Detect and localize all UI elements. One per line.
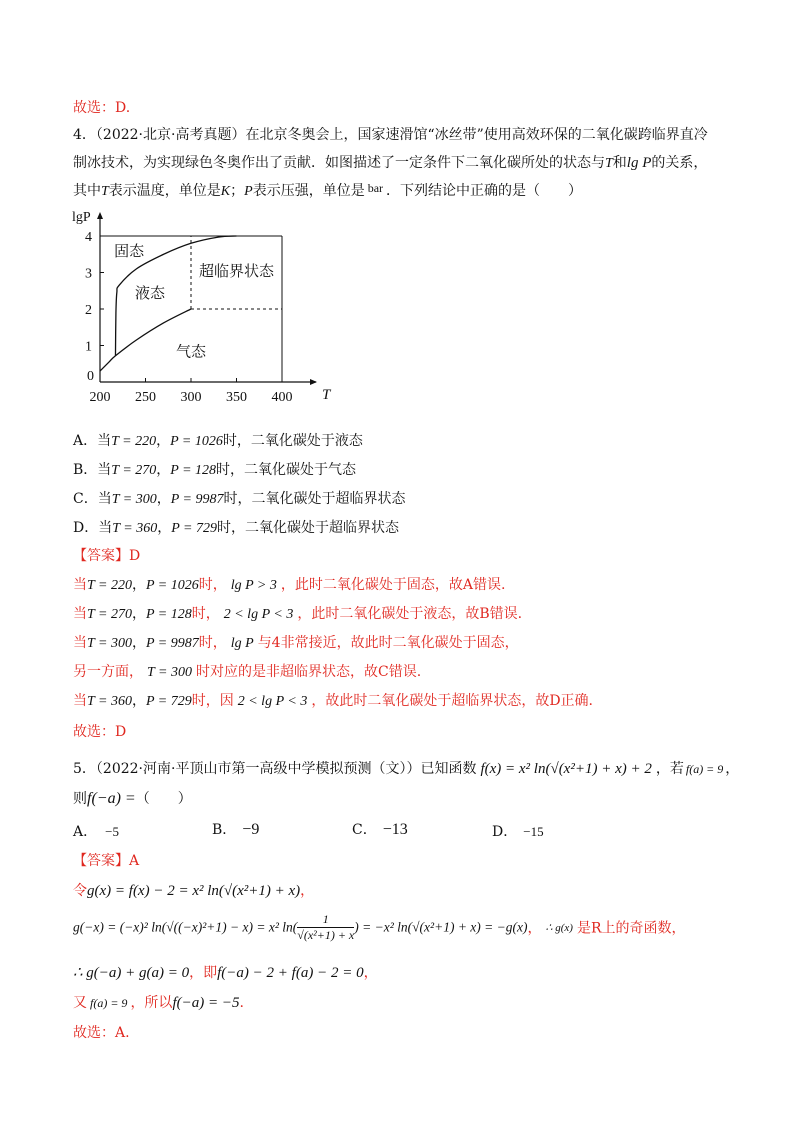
answer5-line4 [73, 992, 244, 1012]
a5-l3-math2: f(−a) − 2 + f(a) − 2 = 0 [217, 965, 364, 981]
a5-l3-a: ，即 [189, 965, 218, 981]
option-b-text: 时，二氧化碳处于气态 [216, 462, 357, 478]
option-a-T: T = 220 [111, 434, 157, 449]
a4-l1-P: P = 1026 [145, 578, 199, 593]
option-b-letter: B．当 [73, 462, 112, 478]
q4-line1 [73, 124, 708, 144]
region-label-4: 气态 [175, 342, 207, 361]
y-tick-label-3: 3 [85, 266, 92, 282]
q5-c-value: −13 [382, 821, 408, 838]
q4-text-2-end: 的关系， [651, 155, 708, 171]
a4-l3-b: 时， [198, 635, 227, 651]
region-label-3: 超临界状态 [198, 262, 275, 281]
q4-text-3a: 其中 [73, 183, 101, 199]
a5-l1-b: ， [300, 883, 315, 899]
q5-line1 [73, 758, 739, 778]
a5-l3-b: ， [363, 965, 378, 981]
y-axis-arrow [97, 212, 103, 219]
a5-l1-a: 令 [73, 883, 87, 899]
region-label-1: 固态 [114, 242, 145, 261]
q5-choice-d[interactable] [492, 821, 544, 841]
answer5-line1 [73, 880, 314, 900]
a5-l2-fraction [297, 912, 354, 943]
answer5-line3 [73, 962, 378, 982]
q4-text-3e: ．下列结论中正确的是（ ） [386, 183, 583, 199]
a4-l3-T: T = 300 [87, 636, 132, 651]
q4-text-1: 在北京冬奥会上，国家速滑馆“冰丝带”使用高效环保的二氧化碳跨临界直冷 [245, 127, 708, 143]
y-axis-label: lgP [72, 210, 91, 225]
q5-text: 已知函数 [420, 761, 477, 777]
a5-l2-denominator: √(x²+1) + x [297, 928, 355, 942]
q5-b-letter: B． [212, 822, 237, 838]
a4-l4-c: 时对应的是非超临界状态，故C错误. [195, 664, 422, 680]
q4-var-T: T [605, 156, 613, 171]
x-tick-label-300: 300 [180, 390, 202, 405]
answer4-line3: 当T = 300，P = 9987时， lg P 与4非常接近，故此时二氧化碳处于固态， [73, 635, 519, 651]
x-tick-label-400: 400 [271, 390, 293, 405]
a4-l1-T: T = 220 [87, 578, 132, 593]
option-c-T: T = 300 [111, 492, 157, 507]
a4-l1-a: 当 [73, 577, 87, 593]
a5-l3-math: ∴ g(−a) + g(a) = 0 [73, 965, 190, 981]
a5-l2-therefore: ∴ g(x) [545, 922, 573, 934]
y-tick-label-1: 1 [85, 339, 92, 355]
a4-l3-math: lg P [230, 636, 254, 651]
region-label-2: 液态 [135, 284, 166, 303]
a4-l4-math: T = 300 [147, 665, 192, 680]
a5-l2-math2: ) = −x² ln(√(x²+1) + x) = −g(x) [354, 919, 528, 935]
origin-label: 0 [87, 369, 94, 384]
a5-l2-b: ， [527, 920, 542, 937]
option-a-P: P = 1026 [170, 434, 223, 449]
a4-l1-b: 时， [198, 577, 227, 593]
q5-a-value: −5 [105, 824, 119, 839]
option-a[interactable]: A．当T = 220，P = 1026时，二氧化碳处于液态 [73, 433, 363, 449]
q4-var-P: P [244, 184, 253, 199]
a4-l3-P: P = 9987 [145, 636, 199, 651]
answer4-line4 [73, 661, 421, 681]
x-axis-arrow [310, 379, 317, 385]
phase-diagram [66, 206, 336, 416]
a4-l2-math: 2 < lg P < 3 [223, 607, 294, 622]
a4-l2-P: P = 128 [145, 607, 192, 622]
q5-number: 5． [73, 761, 96, 777]
option-d-letter: D．当 [73, 520, 113, 536]
a4-l1-c: ，此时二氧化碳处于固态，故A错误. [280, 577, 506, 593]
option-c-letter: C．当 [73, 491, 112, 507]
x-axis-label: T [322, 387, 331, 403]
a4-l5-T: T = 360 [87, 694, 132, 709]
answer5-label: 【答案】A [73, 853, 140, 869]
a4-l3-c: 与4非常接近，故此时二氧化碳处于固态， [257, 635, 519, 651]
option-b[interactable]: B．当T = 270，P = 128时，二氧化碳处于气态 [73, 462, 357, 478]
q4-line3 [73, 180, 582, 200]
a4-l1-math: lg P > 3 [230, 578, 277, 593]
answer5-final: 故选：A. [73, 1025, 130, 1041]
phase-boundary-1 [100, 309, 191, 371]
q4-text-3c: ； [230, 183, 245, 199]
q4-text-3d: 表示压强，单位是 [252, 183, 365, 199]
a5-l2-math1: g(−x) = (−x)² ln(√((−x)²+1) − x) = x² ln( [73, 919, 298, 935]
q4-unit-K: K [220, 184, 231, 199]
a4-l4-a: 另一方面， [73, 664, 143, 680]
answer4-label: 【答案】D [73, 548, 141, 564]
q4-line2 [73, 152, 707, 172]
option-c-P: P = 9987 [170, 492, 224, 507]
a4-l2-T: T = 270 [87, 607, 132, 622]
option-d-T: T = 360 [112, 521, 158, 536]
q5-d-letter: D． [492, 824, 518, 840]
a4-l2-a: 当 [73, 606, 87, 622]
q4-number: 4． [73, 127, 96, 143]
q5-comma: ， [725, 761, 740, 777]
option-b-T: T = 270 [111, 463, 157, 478]
q5-b-value: −9 [242, 821, 260, 838]
q4-unit-bar: bar [367, 181, 384, 195]
a5-l2-c: 是R上的奇函数， [576, 920, 686, 937]
a4-l2-c: ，此时二氧化碳处于液态，故B错误. [297, 606, 523, 622]
a4-l5-math: 2 < lg P < 3 [237, 694, 308, 709]
option-d[interactable]: D．当T = 360，P = 729时，二氧化碳处于超临界状态 [73, 520, 399, 536]
option-a-text: 时，二氧化碳处于液态 [222, 433, 363, 449]
x-tick-label-200: 200 [89, 390, 111, 405]
a4-l5-c: ，故此时二氧化碳处于超临界状态，故D正确. [311, 693, 594, 709]
a4-l5-P: P = 729 [145, 694, 192, 709]
q5-d-value: −15 [523, 824, 544, 839]
a5-l4-math: f(a) = 9 [90, 996, 128, 1010]
a5-l2-numerator: 1 [297, 912, 354, 928]
a4-l2-b: 时， [191, 606, 220, 622]
q5-if: ，若 [655, 761, 684, 777]
x-tick-label-350: 350 [226, 390, 247, 405]
answer4-line5: 当T = 360，P = 729时，因 2 < lg P < 3 ，故此时二氧化碳处于超临界状态，故D正确. [73, 693, 594, 709]
a5-l4-math2: f(−a) = −5 [172, 995, 240, 1011]
option-c-text: 时，二氧化碳处于超临界状态 [223, 491, 406, 507]
a5-l4-c: . [239, 995, 244, 1011]
option-d-text: 时，二氧化碳处于超临界状态 [216, 520, 399, 536]
q4-text-3b: 表示温度，单位是 [108, 183, 221, 199]
a5-l4-a: 又 [73, 995, 87, 1011]
q5-choice-b[interactable] [212, 819, 259, 839]
option-b-P: P = 128 [170, 463, 217, 478]
q5-choice-c[interactable] [352, 819, 408, 839]
answer4-line2: 当T = 270，P = 128时， 2 < lg P < 3 ，此时二氧化碳处于液态，故B错误. [73, 606, 523, 622]
a4-l5-a: 当 [73, 693, 87, 709]
a4-l5-b: 时，因 [191, 693, 234, 709]
previous-answer: 故选：D. [73, 100, 131, 116]
y-tick-label-4: 4 [85, 230, 92, 245]
q4-lgP: lg P [626, 155, 652, 171]
a4-l3-a: 当 [73, 635, 87, 651]
option-d-P: P = 729 [171, 521, 217, 536]
answer4-line1: 当T = 220，P = 1026时， lg P > 3 ，此时二氧化碳处于固态，故A错误. [73, 577, 506, 593]
y-tick-label-2: 2 [85, 303, 92, 318]
q5-condition: f(a) = 9 [685, 762, 724, 776]
q4-source: （2022·北京·高考真题） [95, 127, 246, 143]
q5-choice-a[interactable] [73, 821, 119, 841]
q5-then: 则 [73, 791, 87, 807]
q5-line2 [73, 788, 192, 808]
q5-source: （2022·河南·平顶山市第一高级中学模拟预测（文）） [95, 761, 421, 777]
a5-l1-math: g(x) = f(x) − 2 = x² ln(√(x²+1) + x) [87, 883, 301, 899]
q5-paren: （ ） [135, 791, 192, 807]
option-a-letter: A．当 [73, 433, 112, 449]
answer4-final: 故选：D [73, 724, 127, 740]
q5-c-letter: C． [352, 822, 377, 838]
q4-var-T2: T [101, 184, 109, 199]
q5-ask: f(−a) = [87, 790, 136, 807]
option-c[interactable]: C．当T = 300，P = 9987时，二氧化碳处于超临界状态 [73, 491, 406, 507]
q5-function: f(x) = x² ln(√(x²+1) + x) + 2 [480, 761, 652, 777]
a5-l4-b: ，所以 [130, 995, 173, 1011]
q5-a-letter: A． [73, 824, 98, 840]
x-tick-label-250: 250 [135, 390, 156, 405]
q4-and: 和 [612, 155, 627, 171]
q4-text-2: 制冰技术，为实现绿色冬奥作出了贡献．如图描述了一定条件下二氧化碳所处的状态与 [73, 155, 605, 171]
answer5-line2 [73, 912, 686, 952]
